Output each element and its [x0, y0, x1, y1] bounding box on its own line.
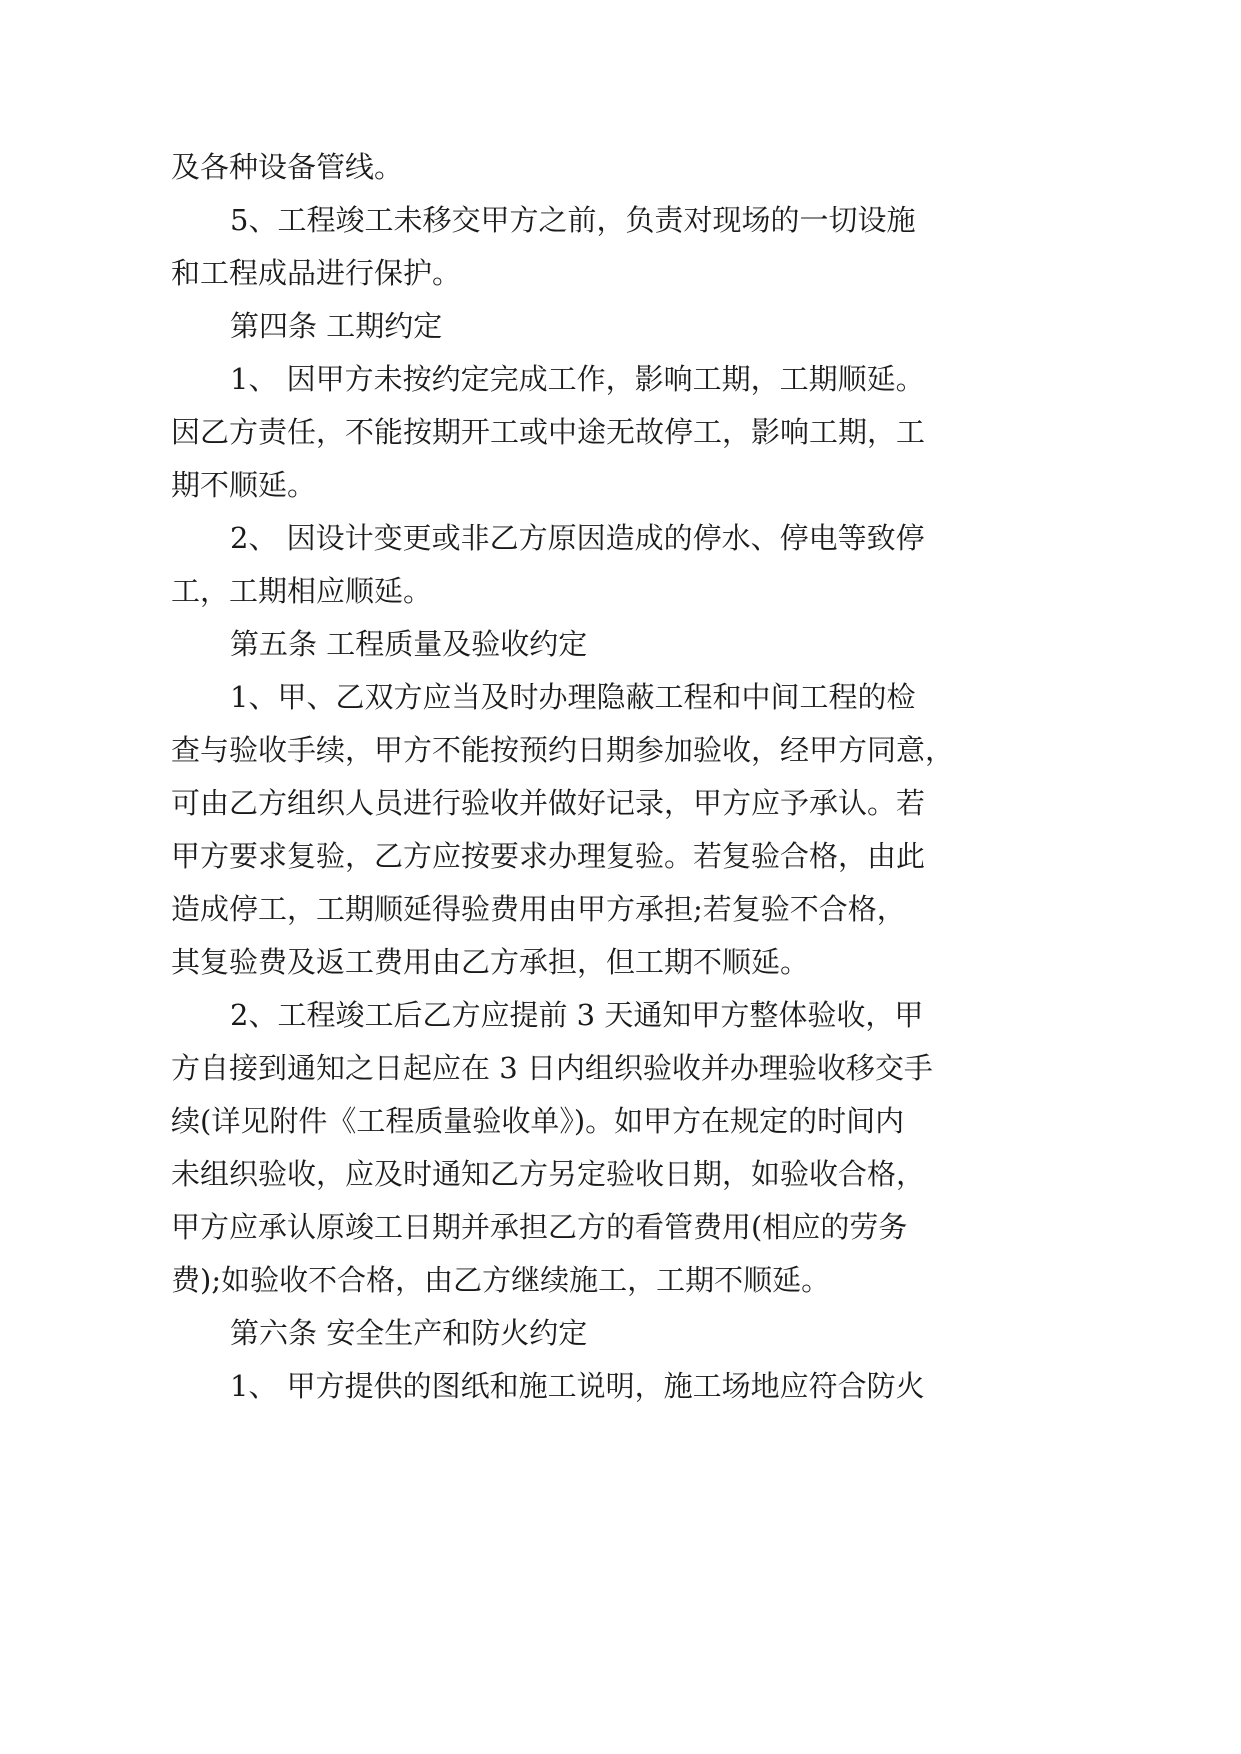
- text-line: 可由乙方组织人员进行验收并做好记录，甲方应予承认。若: [171, 786, 926, 820]
- text-line: 未组织验收，应及时通知乙方另定验收日期，如验收合格，: [171, 1157, 926, 1191]
- text-line: 及各种设备管线。: [171, 150, 404, 184]
- text-line: 1、甲、乙双方应当及时办理隐蔽工程和中间工程的检: [230, 680, 916, 714]
- section-heading: 第四条 工期约定: [230, 309, 443, 343]
- text-line: 2、 因设计变更或非乙方原因造成的停水、停电等致停: [230, 521, 925, 555]
- text-line: 其复验费及返工费用由乙方承担，但工期不顺延。: [171, 945, 810, 979]
- text-line: 甲方应承认原竣工日期并承担乙方的看管费用(相应的劳务: [171, 1210, 908, 1244]
- text-line: 方自接到通知之日起应在 3 日内组织验收并办理验收移交手: [171, 1051, 933, 1085]
- text-line: 续(详见附件《工程质量验收单》)。如甲方在规定的时间内: [171, 1104, 905, 1138]
- text-line: 1、 因甲方未按约定完成工作，影响工期，工期顺延。: [230, 362, 925, 396]
- text-line: 2、工程竣工后乙方应提前 3 天通知甲方整体验收，甲: [230, 998, 924, 1032]
- text-line: 工，工期相应顺延。: [171, 574, 433, 608]
- text-line: 和工程成品进行保护。: [171, 256, 462, 290]
- text-line: 造成停工，工期顺延得验费用由甲方承担;若复验不合格，: [171, 892, 906, 926]
- section-heading: 第六条 安全生产和防火约定: [230, 1316, 588, 1350]
- text-line: 1、 甲方提供的图纸和施工说明，施工场地应符合防火: [230, 1369, 925, 1403]
- text-line: 5、工程竣工未移交甲方之前，负责对现场的一切设施: [230, 203, 916, 237]
- text-line: 期不顺延。: [171, 468, 317, 502]
- text-line: 查与验收手续，甲方不能按预约日期参加验收，经甲方同意，: [171, 733, 955, 767]
- section-heading: 第五条 工程质量及验收约定: [230, 627, 588, 661]
- text-line: 因乙方责任，不能按期开工或中途无故停工，影响工期，工: [171, 415, 926, 449]
- text-line: 费);如验收不合格，由乙方继续施工，工期不顺延。: [171, 1263, 831, 1297]
- text-line: 甲方要求复验，乙方应按要求办理复验。若复验合格，由此: [171, 839, 926, 873]
